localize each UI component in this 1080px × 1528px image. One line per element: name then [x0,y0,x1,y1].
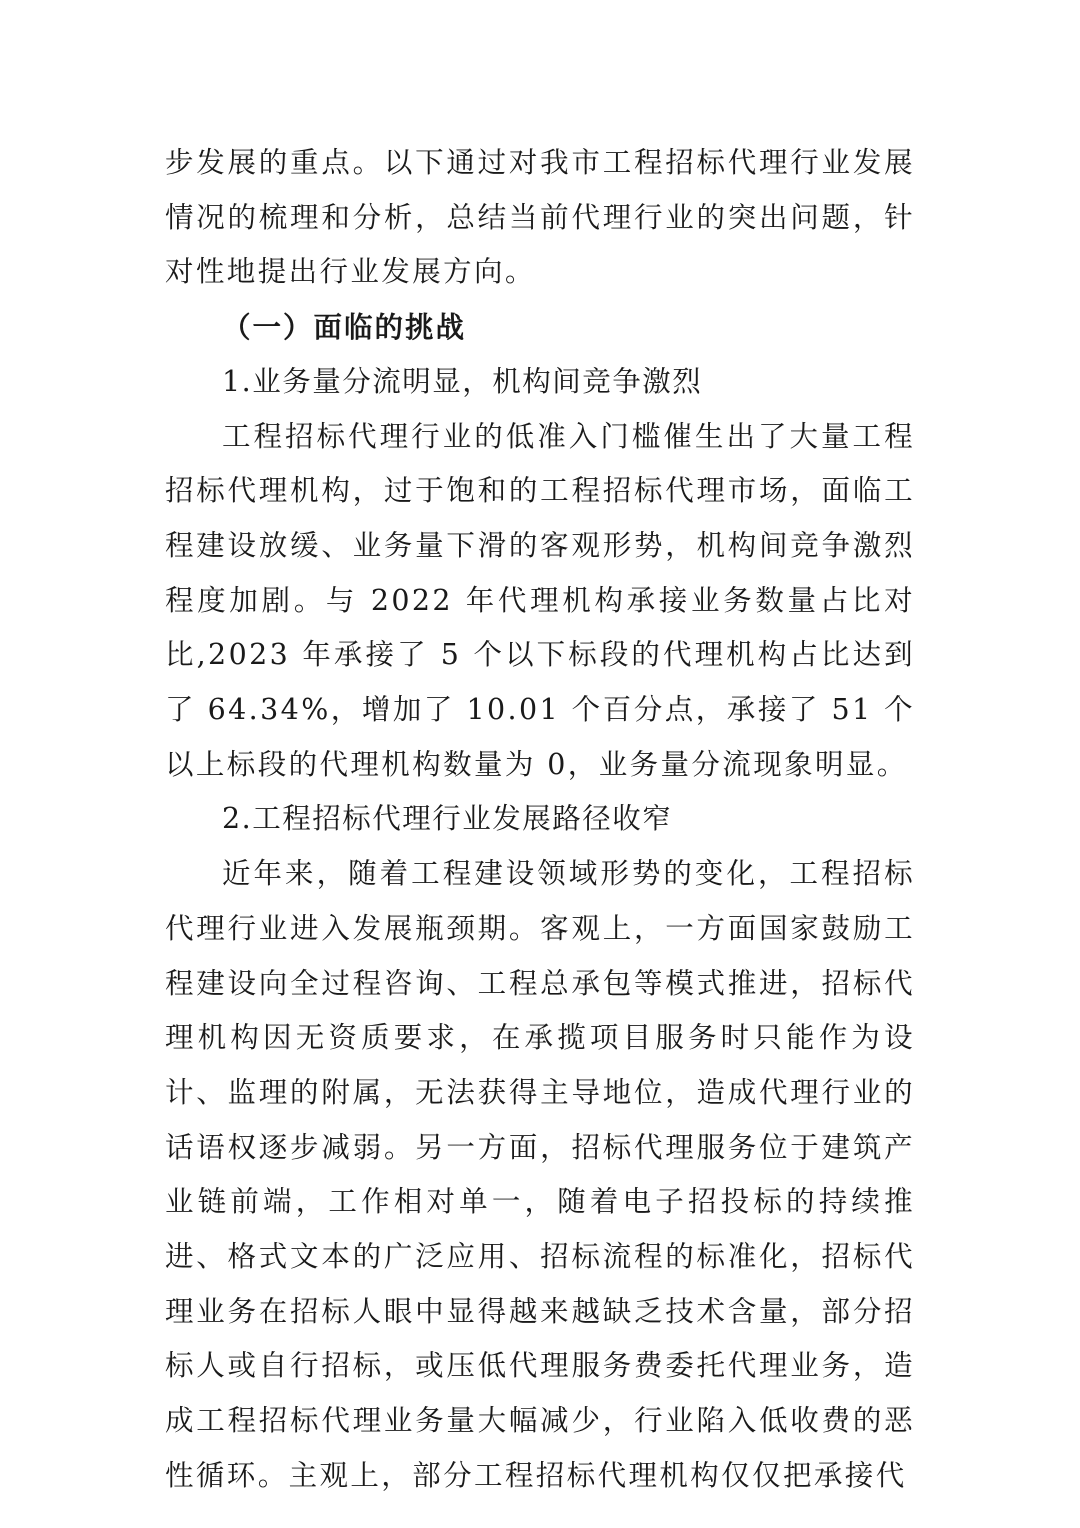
paragraph-section-1: 工程招标代理行业的低准入门槛催生出了大量工程招标代理机构，过于饱和的工程招标代理市场，面临工程建设放缓、业务量下滑的客观形势，机构间竞争激烈程度加剧。与 2022 年代理机构承接业务数量占比对比,2023 年承接了 5 个以下标段的代理机构占比达到了 64.34%，增加了 10.01 个百分点，承接了 51 个以上标段的代理机构数量为 0，业务量分流现象明显。 [165,419,915,781]
paragraph-continuation: 步发展的重点。以下通过对我市工程招标代理行业发展情况的梳理和分析，总结当前代理行业的突出问题，针对性地提出行业发展方向。 [165,146,915,289]
sub-heading-1: 1.业务量分流明显，机构间竞争激烈 [222,364,703,398]
paragraph-section-2: 近年来，随着工程建设领域形势的变化，工程招标代理行业进入发展瓶颈期。客观上，一方面国家鼓励工程建设向全过程咨询、工程总承包等模式推进，招标代理机构因无资质要求，在承揽项目服务时只能作为设计、监理的附属，无法获得主导地位，造成代理行业的话语权逐步减弱。另一方面，招标代理服务位于建筑产业链前端，工作相对单一，随着电子招投标的持续推进、格式文本的广泛应用、招标流程的标准化，招标代理业务在招标人眼中显得越来越缺乏技术含量，部分招标人或自行招标，或压低代理服务费委托代理业务，造成工程招标代理业务量大幅减少，行业陷入低收费的恶性循环。主观上，部分工程招标代理机构仅仅把承接代 [165,857,915,1492]
document-page [165,136,915,1504]
sub-heading-2: 2.工程招标代理行业发展路径收窄 [222,802,673,836]
section-heading: （一）面临的挑战 [222,310,467,345]
